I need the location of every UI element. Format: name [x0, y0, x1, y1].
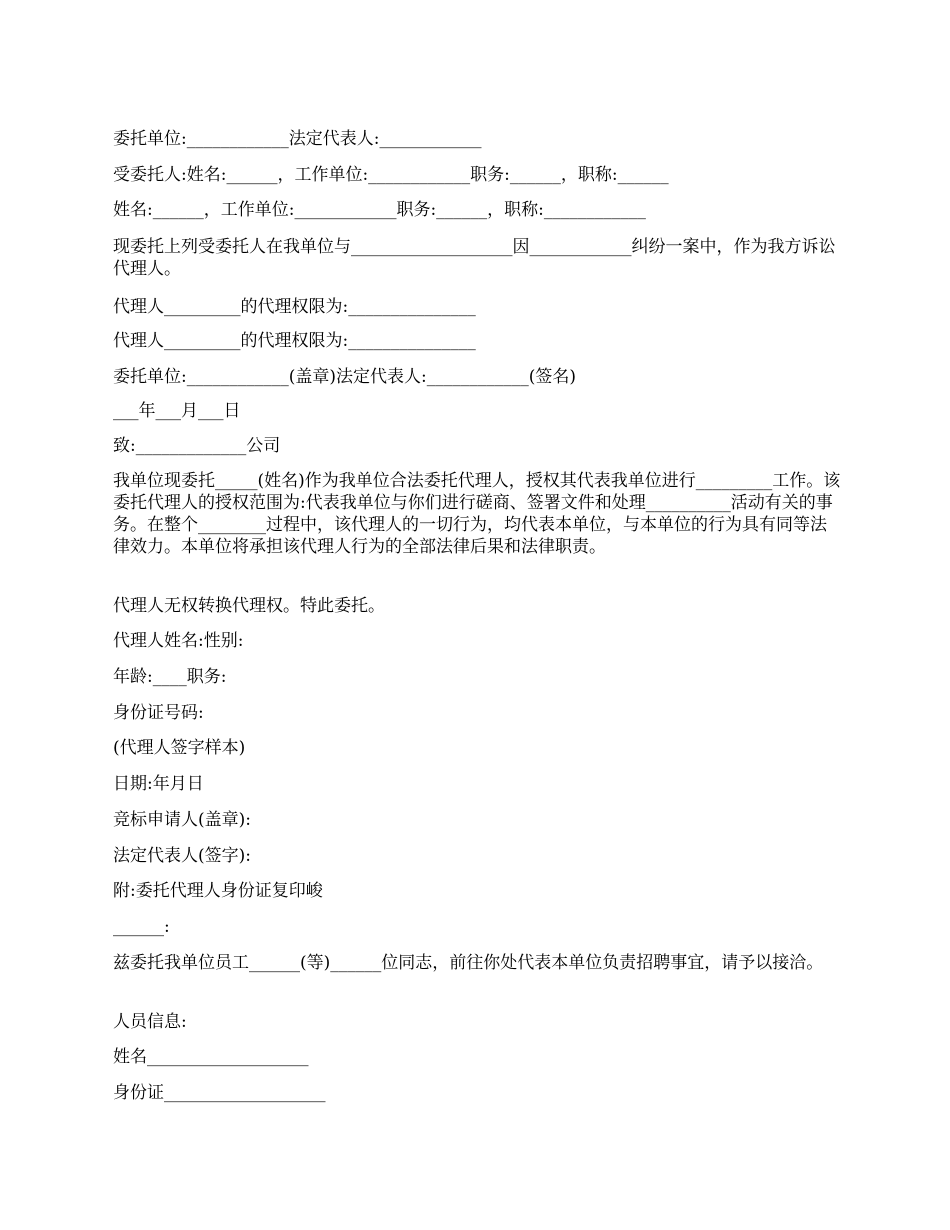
agent-age-position-line: 年龄:____职务: — [113, 667, 227, 687]
authorization-paragraph: 我单位现委托_____(姓名)作为我单位合法委托代理人，授权其代表我单位进行_________工作。该委托代理人的授权范围为:代表我单位与你们进行磋商、签署文件和处理__________活动有关的事务。在整个________过程中，该代理人的一切行为，均代表本单位，与本单位的行为具有同等法律效力。本单位将承担该代理人行为的全部法律后果和法律职责。 — [113, 471, 841, 557]
delegating-unit-line: 委托单位:____________法定代表人:____________ — [113, 129, 482, 149]
seal-signature-line: 委托单位:____________(盖章)法定代表人:____________(签名) — [113, 367, 576, 387]
name-field-line: 姓名___________________ — [113, 1047, 309, 1067]
id-number-line: 身份证号码: — [113, 703, 204, 723]
delegate-1-line: 受委托人:姓名:______，工作单位:____________职务:______，职称:______ — [113, 165, 669, 185]
recipient-blank-line: ______: — [113, 917, 170, 937]
date-field-line: 日期:年月日 — [113, 774, 204, 794]
agent-authority-line-2: 代理人_________的代理权限为:_______________ — [113, 331, 476, 351]
no-transfer-line: 代理人无权转换代理权。特此委托。 — [113, 596, 385, 616]
delegate-2-line: 姓名:______，工作单位:____________职务:______，职称:____________ — [113, 200, 646, 220]
addressee-line: 致:_____________公司 — [113, 436, 281, 456]
id-card-field-line: 身份证___________________ — [113, 1083, 326, 1103]
date-line: ___年___月___日 — [113, 401, 241, 421]
personnel-info-heading: 人员信息: — [113, 1012, 187, 1032]
attachment-line: 附:委托代理人身份证复印峻 — [113, 881, 323, 901]
agent-name-gender-line: 代理人姓名:性别: — [113, 631, 244, 651]
signature-sample-line: (代理人签字样本) — [113, 738, 246, 758]
bidder-seal-line: 竞标申请人(盖章): — [113, 810, 251, 830]
entrustment-statement: 现委托上列受委托人在我单位与___________________因____________纠纷一案中，作为我方诉讼代理人。 — [113, 237, 836, 279]
legal-rep-signature-line: 法定代表人(签字): — [113, 846, 251, 866]
recruitment-entrustment-paragraph: 兹委托我单位员工______(等)______位同志，前往你处代表本单位负责招聘事宜，请予以接洽。 — [113, 953, 824, 973]
agent-authority-line-1: 代理人_________的代理权限为:_______________ — [113, 297, 476, 317]
